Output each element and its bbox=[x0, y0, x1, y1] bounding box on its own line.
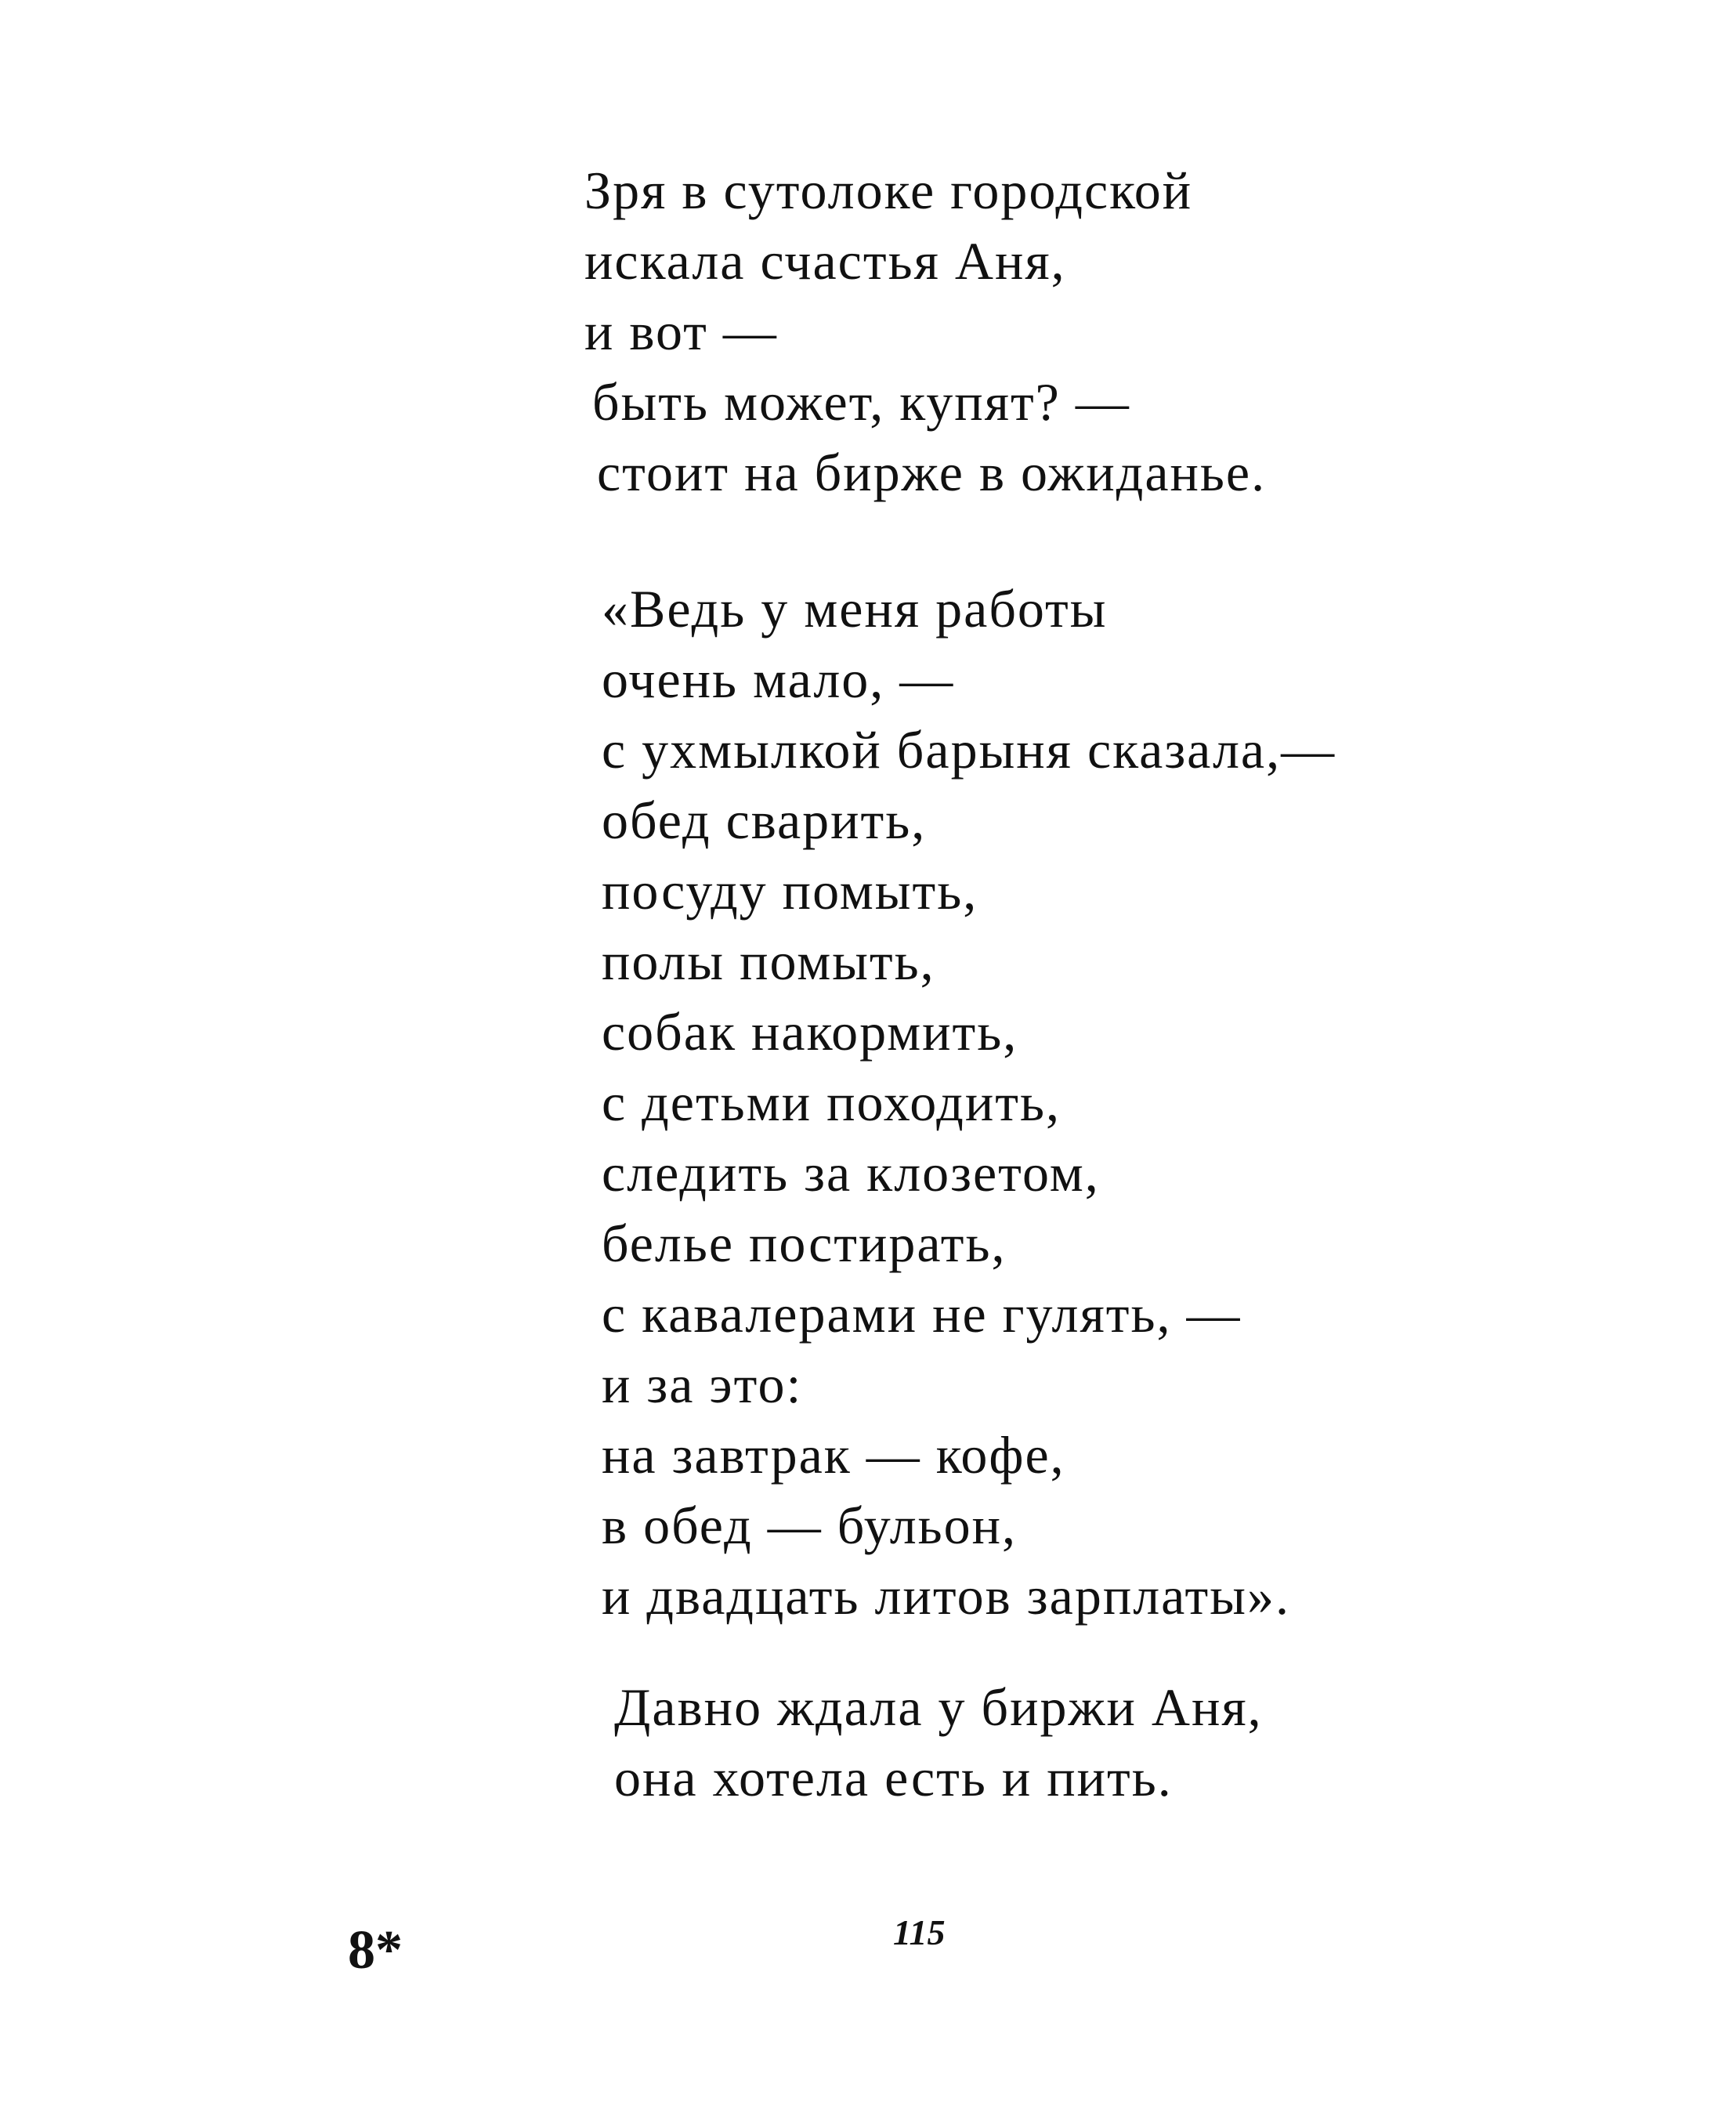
poem-line: с ухмылкой барыня сказала,— bbox=[602, 720, 1336, 780]
poem-line: с детьми походить, bbox=[602, 1073, 1061, 1132]
printer-signature-mark: 8* bbox=[348, 1920, 403, 1981]
poem-line: и двадцать литов зарплаты». bbox=[602, 1566, 1290, 1626]
poem-line: полы помыть, bbox=[602, 932, 935, 991]
poem-line: посуду помыть, bbox=[602, 861, 978, 921]
stanza-3 bbox=[614, 1672, 1263, 1813]
poem-line: и за это: bbox=[602, 1355, 803, 1414]
poem-line: «Ведь у меня работы bbox=[602, 579, 1108, 639]
poem-line: обед сварить, bbox=[602, 790, 927, 850]
poem-line: Давно ждала у биржи Аня, bbox=[614, 1677, 1263, 1737]
poem-line: и вот — bbox=[584, 302, 778, 361]
poem-line: она хотела есть и пить. bbox=[614, 1748, 1173, 1807]
page-number: 115 bbox=[893, 1912, 946, 1952]
poem-line: Зря в сутолоке городской bbox=[584, 161, 1193, 220]
poem-line: быть может, купят? — bbox=[592, 372, 1130, 432]
poem-line: собак накормить, bbox=[602, 1002, 1018, 1062]
stanza-1 bbox=[584, 155, 1266, 508]
poem-line: белье постирать, bbox=[602, 1214, 1007, 1273]
poem-line: на завтрак — кофе, bbox=[602, 1425, 1065, 1485]
poem-line: искала счастья Аня, bbox=[584, 231, 1066, 291]
poem-line: стоит на бирже в ожиданье. bbox=[597, 443, 1267, 502]
poem-line: в обед — бульон, bbox=[602, 1496, 1018, 1555]
poem-line: очень мало, — bbox=[602, 649, 955, 709]
poem-line: с кавалерами не гулять, — bbox=[602, 1284, 1242, 1344]
poem-line: следить за клозетом, bbox=[602, 1143, 1100, 1203]
stanza-2 bbox=[602, 573, 1336, 1631]
